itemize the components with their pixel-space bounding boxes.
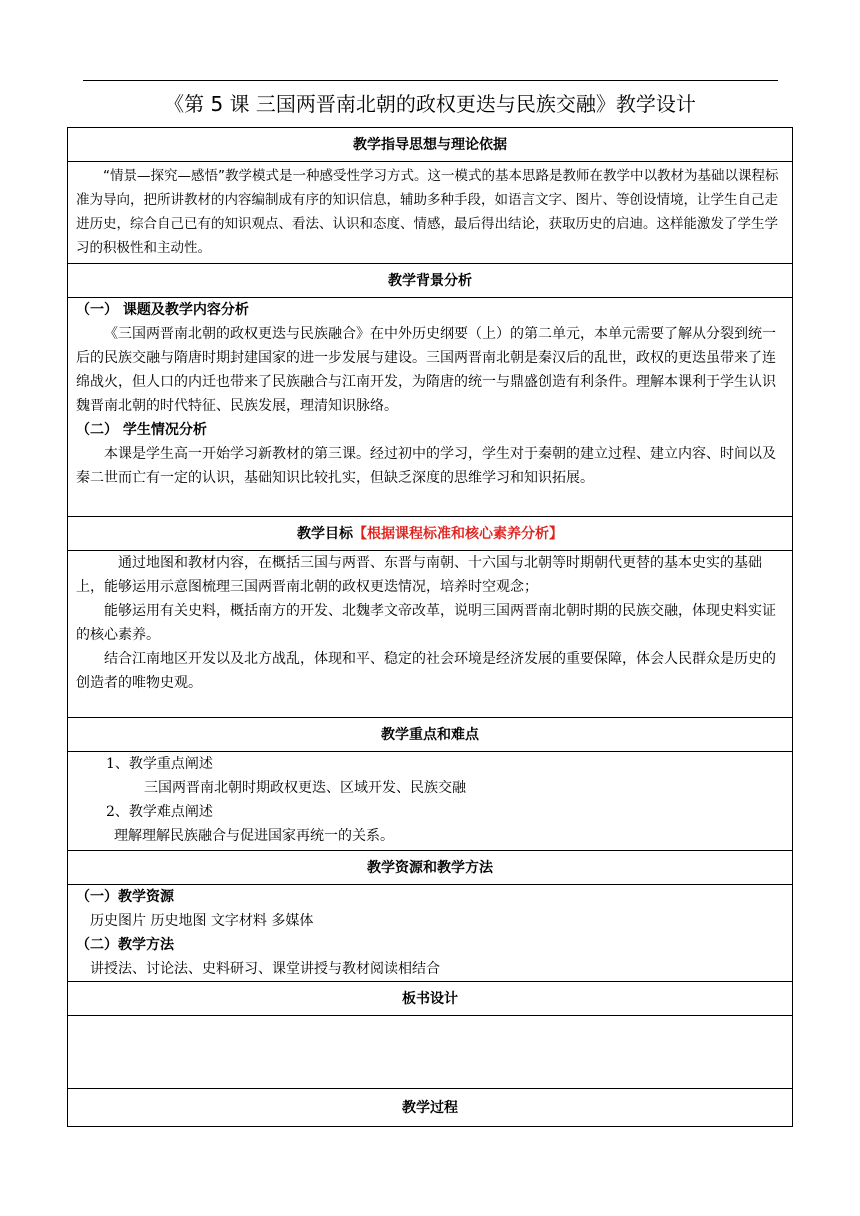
section-title: 板书设计 bbox=[68, 982, 793, 1016]
subheading-resources: （一）教学资源 bbox=[76, 889, 174, 905]
objective-paragraph-3: 结合江南地区开发以及北方战乱，体现和平、稳定的社会环境是经济发展的重要保障，体会人民群众是历史的创造者的唯物史观。 bbox=[76, 651, 776, 691]
section-header-board bbox=[68, 982, 793, 1016]
subheading-student-analysis: （二） 学生情况分析 bbox=[76, 422, 207, 438]
section-body-background bbox=[68, 298, 793, 517]
section-body-guiding bbox=[68, 162, 793, 264]
section-body-objectives bbox=[68, 551, 793, 718]
objective-paragraph-2: 能够运用有关史料，概括南方的开发、北魏孝文帝改革，说明三国两晋南北朝时期的民族交融，体现史料实证的核心素养。 bbox=[76, 603, 776, 643]
keypoint-label-2: 2、教学难点阐述 bbox=[106, 804, 213, 820]
objective-paragraph-1: 通过地图和教材内容，在概括三国与两晋、东晋与南朝、十六国与北朝等时期朝代更替的基本史实的基础上，能够运用示意图梳理三国两晋南北朝的政权更迭情况，培养时空观念； bbox=[76, 555, 762, 595]
top-rule bbox=[83, 80, 778, 81]
section-title: 教学指导思想与理论依据 bbox=[68, 128, 793, 162]
resource-list: 历史图片 历史地图 文字材料 多媒体 bbox=[90, 913, 314, 929]
keypoint-detail-2: 理解理解民族融合与促进国家再统一的关系。 bbox=[114, 828, 394, 844]
section-header-guiding bbox=[68, 128, 793, 162]
subheading-course-analysis: （一） 课题及教学内容分析 bbox=[76, 302, 249, 318]
board-design-area bbox=[68, 1016, 793, 1089]
section-body-keypoints bbox=[68, 752, 793, 851]
keypoint-label-1: 1、教学重点阐述 bbox=[106, 756, 213, 772]
section-title: 教学资源和教学方法 bbox=[68, 851, 793, 885]
section-header-process bbox=[68, 1089, 793, 1127]
section-header-background bbox=[68, 264, 793, 298]
section-title: 教学重点和难点 bbox=[68, 718, 793, 752]
document-title: 《第 5 课 三国两晋南北朝的政权更迭与民族交融》教学设计 bbox=[164, 92, 696, 116]
section-header-objectives bbox=[68, 517, 793, 551]
student-analysis-paragraph: 本课是学生高一开始学习新教材的第三课。经过初中的学习，学生对于秦朝的建立过程、建立内容、时间以及秦二世而亡有一定的认识，基础知识比较扎实，但缺乏深度的思维学习和知识拓展。 bbox=[76, 446, 776, 486]
section-title: 教学过程 bbox=[68, 1089, 793, 1127]
course-analysis-paragraph: 《三国两晋南北朝的政权更迭与民族融合》在中外历史纲要（上）的第二单元，本单元需要了解从分裂到统一后的民族交融与隋唐时期封建国家的进一步发展与建设。三国两晋南北朝是秦汉后的乱世，政权的更迭虽带来了连绵战火，但人口的内迁也带来了民族融合与江南开发，为隋唐的统一与鼎盛创造有利条件。理解本课利于学生认识魏晋南北朝的时代特征、民族发展，理清知识脉络。 bbox=[76, 326, 776, 414]
lesson-plan-table bbox=[67, 127, 793, 1127]
subheading-methods: （二）教学方法 bbox=[76, 937, 174, 953]
section-note: 【根据课程标准和核心素养分析】 bbox=[353, 525, 563, 542]
section-body-resources bbox=[68, 885, 793, 982]
section-title: 教学目标 bbox=[297, 525, 353, 542]
section-title: 教学背景分析 bbox=[68, 264, 793, 298]
section-header-keypoints bbox=[68, 718, 793, 752]
section-body-board bbox=[68, 1016, 793, 1089]
keypoint-detail-1: 三国两晋南北朝时期政权更迭、区域开发、民族交融 bbox=[144, 780, 466, 796]
guiding-paragraph: “情景—探究—感悟”教学模式是一种感受性学习方式。这一模式的基本思路是教师在教学中以教材为基础以课程标准为导向，把所讲教材的内容编制成有序的知识信息，辅助多种手段，如语言文字、图片、等创设情境，让学生自己走进历史，综合自己已有的知识观点、看法、认识和态度、情感，最后得出结论，获取历史的启迪。这样能激发了学生学习的积极性和主动性。 bbox=[76, 168, 779, 256]
method-list: 讲授法、讨论法、史料研习、课堂讲授与教材阅读相结合 bbox=[90, 961, 440, 977]
section-header-resources bbox=[68, 851, 793, 885]
